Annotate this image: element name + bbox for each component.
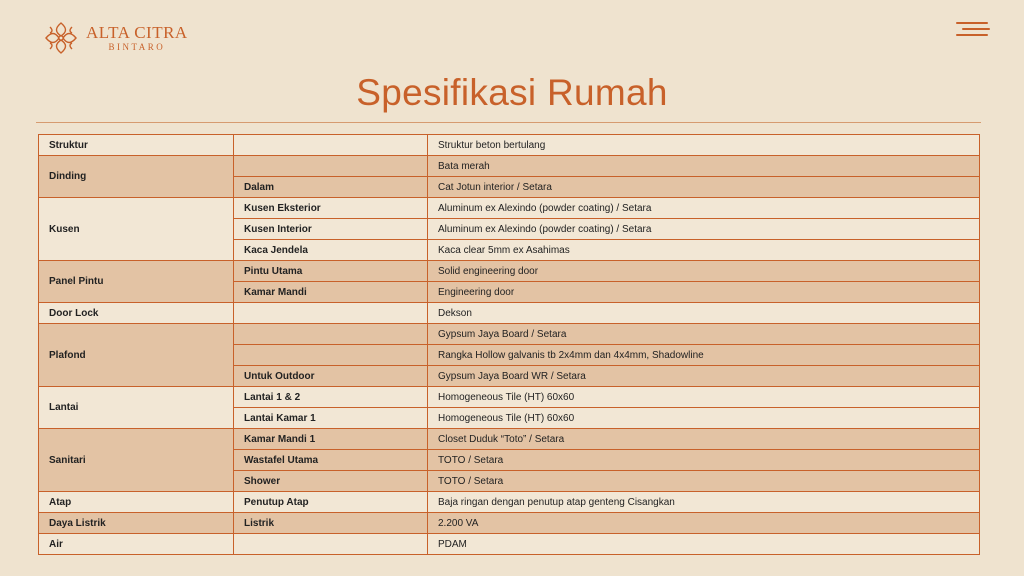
- subcategory-label: [234, 135, 428, 156]
- subcategory-label: Pintu Utama: [234, 261, 428, 282]
- table-row: [39, 513, 980, 534]
- specification-value: Struktur beton bertulang: [428, 135, 980, 156]
- specification-table: [38, 134, 980, 555]
- subcategory-label: Kamar Mandi: [234, 282, 428, 303]
- table-row: [39, 534, 980, 555]
- category-label: Panel Pintu: [39, 261, 234, 303]
- subcategory-label: Lantai 1 & 2: [234, 387, 428, 408]
- category-label: Kusen: [39, 198, 234, 261]
- subcategory-label: Kaca Jendela: [234, 240, 428, 261]
- subcategory-label: Wastafel Utama: [234, 450, 428, 471]
- brand-logo[interactable]: [44, 21, 188, 55]
- subcategory-label: Penutup Atap: [234, 492, 428, 513]
- category-label: Lantai: [39, 387, 234, 429]
- brand-subtitle: BINTARO: [108, 42, 166, 52]
- subcategory-label: [234, 345, 428, 366]
- subcategory-label: [234, 156, 428, 177]
- specification-value: Aluminum ex Alexindo (powder coating) / Setara: [428, 219, 980, 240]
- table-row: [39, 198, 980, 219]
- subcategory-label: Kusen Eksterior: [234, 198, 428, 219]
- subcategory-label: [234, 534, 428, 555]
- subcategory-label: Shower: [234, 471, 428, 492]
- table-row: [39, 429, 980, 450]
- category-label: Sanitari: [39, 429, 234, 492]
- subcategory-label: Kamar Mandi 1: [234, 429, 428, 450]
- category-label: Daya Listrik: [39, 513, 234, 534]
- category-label: Air: [39, 534, 234, 555]
- category-label: Plafond: [39, 324, 234, 387]
- subcategory-label: Listrik: [234, 513, 428, 534]
- ornament-logo-icon: [44, 21, 78, 55]
- specification-value: Cat Jotun interior / Setara: [428, 177, 980, 198]
- table-row: [39, 135, 980, 156]
- specification-value: Aluminum ex Alexindo (powder coating) / Setara: [428, 198, 980, 219]
- specification-value: Closet Duduk “Toto” / Setara: [428, 429, 980, 450]
- table-row: [39, 492, 980, 513]
- category-label: Struktur: [39, 135, 234, 156]
- title-divider: [36, 122, 981, 123]
- specification-value: Dekson: [428, 303, 980, 324]
- table-row: [39, 387, 980, 408]
- specification-value: TOTO / Setara: [428, 450, 980, 471]
- specification-value: Engineering door: [428, 282, 980, 303]
- specification-value: Kaca clear 5mm ex Asahimas: [428, 240, 980, 261]
- subcategory-label: Dalam: [234, 177, 428, 198]
- table-row: [39, 156, 980, 177]
- hamburger-menu-icon[interactable]: [954, 20, 990, 38]
- table-row: [39, 324, 980, 345]
- specification-value: Bata merah: [428, 156, 980, 177]
- specification-value: PDAM: [428, 534, 980, 555]
- specification-value: Baja ringan dengan penutup atap genteng Cisangkan: [428, 492, 980, 513]
- specification-value: 2.200 VA: [428, 513, 980, 534]
- table-row: [39, 261, 980, 282]
- specification-value: Rangka Hollow galvanis tb 2x4mm dan 4x4mm, Shadowline: [428, 345, 980, 366]
- category-label: Atap: [39, 492, 234, 513]
- subcategory-label: Untuk Outdoor: [234, 366, 428, 387]
- brand-name: ALTA CITRA: [86, 23, 188, 42]
- specification-value: Homogeneous Tile (HT) 60x60: [428, 387, 980, 408]
- page-title: Spesifikasi Rumah: [356, 72, 668, 113]
- subcategory-label: [234, 324, 428, 345]
- specification-value: Gypsum Jaya Board WR / Setara: [428, 366, 980, 387]
- specification-value: Gypsum Jaya Board / Setara: [428, 324, 980, 345]
- subcategory-label: Kusen Interior: [234, 219, 428, 240]
- specification-value: Homogeneous Tile (HT) 60x60: [428, 408, 980, 429]
- subcategory-label: [234, 303, 428, 324]
- specification-value: TOTO / Setara: [428, 471, 980, 492]
- category-label: Dinding: [39, 156, 234, 198]
- table-row: [39, 303, 980, 324]
- category-label: Door Lock: [39, 303, 234, 324]
- specification-value: Solid engineering door: [428, 261, 980, 282]
- subcategory-label: Lantai Kamar 1: [234, 408, 428, 429]
